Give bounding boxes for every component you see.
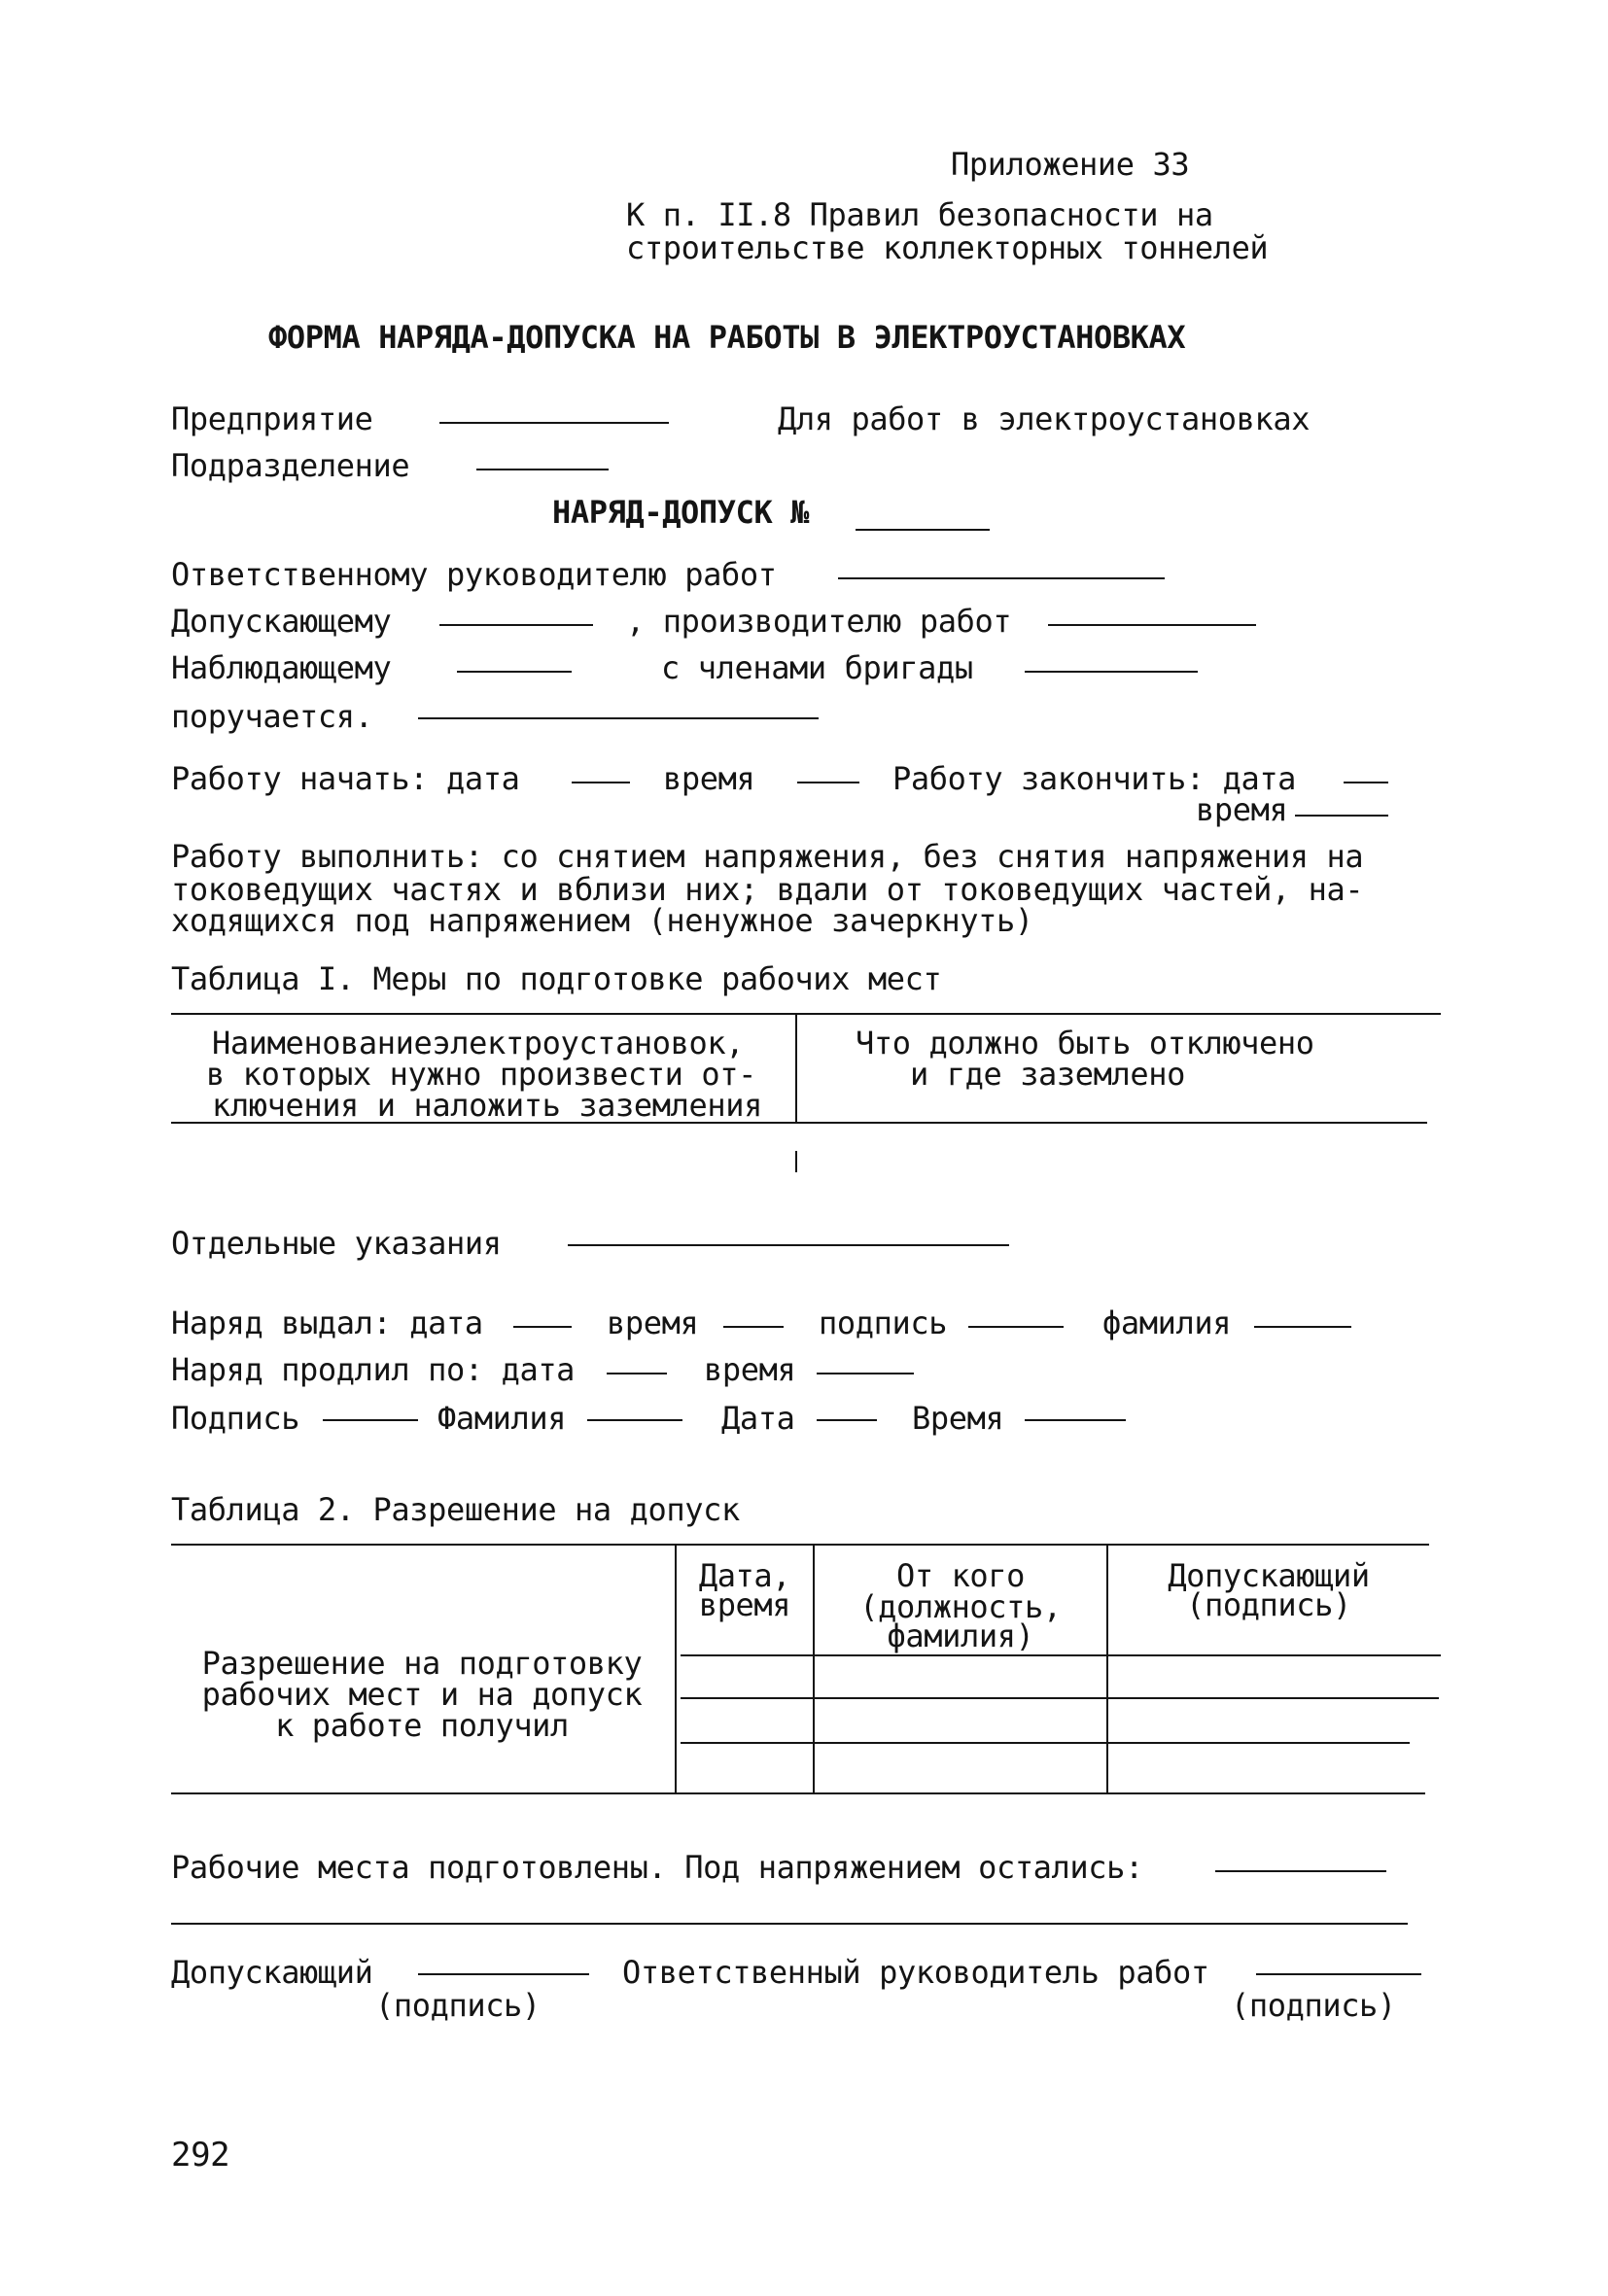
issued-surname-label: фамилия (1102, 1305, 1232, 1341)
table2-col-admitting-2: (подпись) (1186, 1586, 1351, 1623)
surname-label: Фамилия (437, 1400, 567, 1437)
order-number-blank (856, 529, 990, 531)
table2-col-admitting-1: Допускающий (1168, 1557, 1370, 1594)
assigned-blank (418, 717, 819, 719)
table1-col1-line2: в которых нужно произвести от- (206, 1056, 756, 1093)
table2-row-label-2: рабочих мест и на допуск (201, 1676, 643, 1713)
prepared-label: Рабочие места подготовлены. Под напряжением остались: (171, 1849, 1143, 1886)
table1-header-rule (171, 1122, 1427, 1124)
observer-blank (457, 671, 572, 673)
reference-line-2: строительстве коллекторных тоннелей (626, 229, 1269, 266)
appendix-label: Приложение 33 (951, 146, 1190, 183)
start-date-blank (572, 782, 630, 783)
extended-date-label: Наряд продлил по: дата (171, 1351, 576, 1388)
responsible-label: Ответственному руководителю работ (171, 556, 777, 593)
table2-row-rule-2 (681, 1697, 1439, 1699)
table2-col-from-1: От кого (895, 1557, 1026, 1594)
finish-time-blank (1295, 815, 1388, 817)
table1-col2-line1: Что должно быть отключено (856, 1025, 1314, 1061)
admitting-sign-label: Допускающий (171, 1954, 373, 1991)
sign-blank (323, 1419, 418, 1421)
table2-row-rule-3 (681, 1742, 1410, 1744)
admitting-label: Допускающему (171, 603, 392, 640)
table2-caption: Таблица 2. Разрешение на допуск (171, 1491, 740, 1528)
table2-col-from-2: (должность, (859, 1588, 1062, 1625)
date-label: Дата (721, 1400, 795, 1437)
table1-caption: Таблица I. Меры по подготовке рабочих мест (171, 960, 942, 997)
instructions-blank (568, 1244, 1009, 1246)
issued-date-blank (513, 1326, 572, 1328)
extended-time-blank (817, 1373, 914, 1374)
admitting-sign-caption: (подпись) (375, 1987, 541, 2024)
extended-date-blank (607, 1373, 667, 1374)
prepared-blank-1 (1215, 1870, 1386, 1872)
start-time-label: время (663, 760, 755, 797)
perform-line-2: токоведущих частях и вблизи них; вдали от токоведущих частей, на- (171, 871, 1364, 908)
table2-top-rule (171, 1544, 1429, 1546)
finish-time-label: время (1196, 791, 1288, 828)
division-blank (476, 469, 609, 470)
table2-divider-1 (675, 1546, 677, 1792)
table2-row-label-3: к работе получил (275, 1707, 569, 1744)
issued-signature-label: подпись (819, 1305, 948, 1341)
table2-col-date-1: Дата, (698, 1557, 791, 1594)
enterprise-blank (439, 422, 669, 424)
table2-bottom-rule (171, 1792, 1425, 1794)
purpose-label: Для работ в электроустановках (778, 400, 1311, 437)
admitting-sign-blank (418, 1973, 589, 1975)
issued-time-label: время (607, 1305, 699, 1341)
time-label: Время (912, 1400, 1004, 1437)
instructions-label: Отдельные указания (171, 1225, 502, 1262)
time-blank (1025, 1419, 1126, 1421)
prepared-blank-2 (171, 1923, 1408, 1925)
issued-time-blank (723, 1326, 784, 1328)
table1-col2-line2: и где заземлено (910, 1056, 1185, 1093)
perform-line-1: Работу выполнить: со снятием напряжения, без снятия напряжения на (171, 838, 1364, 875)
admitting-blank (439, 624, 593, 626)
document-title: ФОРМА НАРЯДА-ДОПУСКА НА РАБОТЫ В ЭЛЕКТРОУСТАНОВКАХ (268, 319, 1186, 356)
table2-col-date-2: время (698, 1586, 791, 1623)
table2-divider-3 (1106, 1546, 1108, 1792)
start-time-blank (797, 782, 859, 783)
issued-signature-blank (968, 1326, 1064, 1328)
enterprise-label: Предприятие (171, 400, 373, 437)
table2-row-rule-1 (681, 1654, 1441, 1656)
producer-blank (1048, 624, 1256, 626)
division-label: Подразделение (171, 447, 410, 484)
responsible-sign-caption: (подпись) (1231, 1987, 1396, 2024)
start-date-label: Работу начать: дата (171, 760, 520, 797)
table2-row-label-1: Разрешение на подготовку (201, 1645, 643, 1682)
finish-date-label: Работу закончить: дата (892, 760, 1297, 797)
date-blank (817, 1419, 877, 1421)
responsible-sign-label: Ответственный руководитель работ (622, 1954, 1209, 1991)
reference-line-1: К п. II.8 Правил безопасности на (626, 196, 1213, 233)
table2-divider-2 (813, 1546, 815, 1792)
issued-surname-blank (1254, 1326, 1351, 1328)
responsible-sign-blank (1256, 1973, 1421, 1975)
brigade-blank (1025, 671, 1198, 673)
assigned-label: поручается. (171, 698, 373, 735)
responsible-blank (838, 577, 1165, 579)
order-number-label: НАРЯД-ДОПУСК № (552, 494, 810, 531)
observer-label: Наблюдающему (171, 649, 392, 686)
surname-blank (587, 1419, 682, 1421)
finish-date-blank (1344, 782, 1388, 783)
table1-col1-line3: ключения и наложить заземления (212, 1087, 762, 1124)
page-number: 292 (171, 2136, 230, 2174)
brigade-label: с членами бригады (661, 649, 973, 686)
table2-col-from-3: фамилия) (887, 1618, 1034, 1654)
perform-line-3: ходящихся под напряжением (ненужное зачеркнуть) (171, 902, 1033, 939)
issued-date-label: Наряд выдал: дата (171, 1305, 483, 1341)
table1-col1-line1: Наименованиеэлектроустановок, (212, 1025, 745, 1061)
table1-column-divider (795, 1015, 797, 1122)
sign-label: Подпись (171, 1400, 300, 1437)
table1-top-rule (171, 1013, 1441, 1015)
table1-body-tick (795, 1151, 797, 1172)
extended-time-label: время (704, 1351, 796, 1388)
producer-label: , производителю работ (626, 603, 1012, 640)
